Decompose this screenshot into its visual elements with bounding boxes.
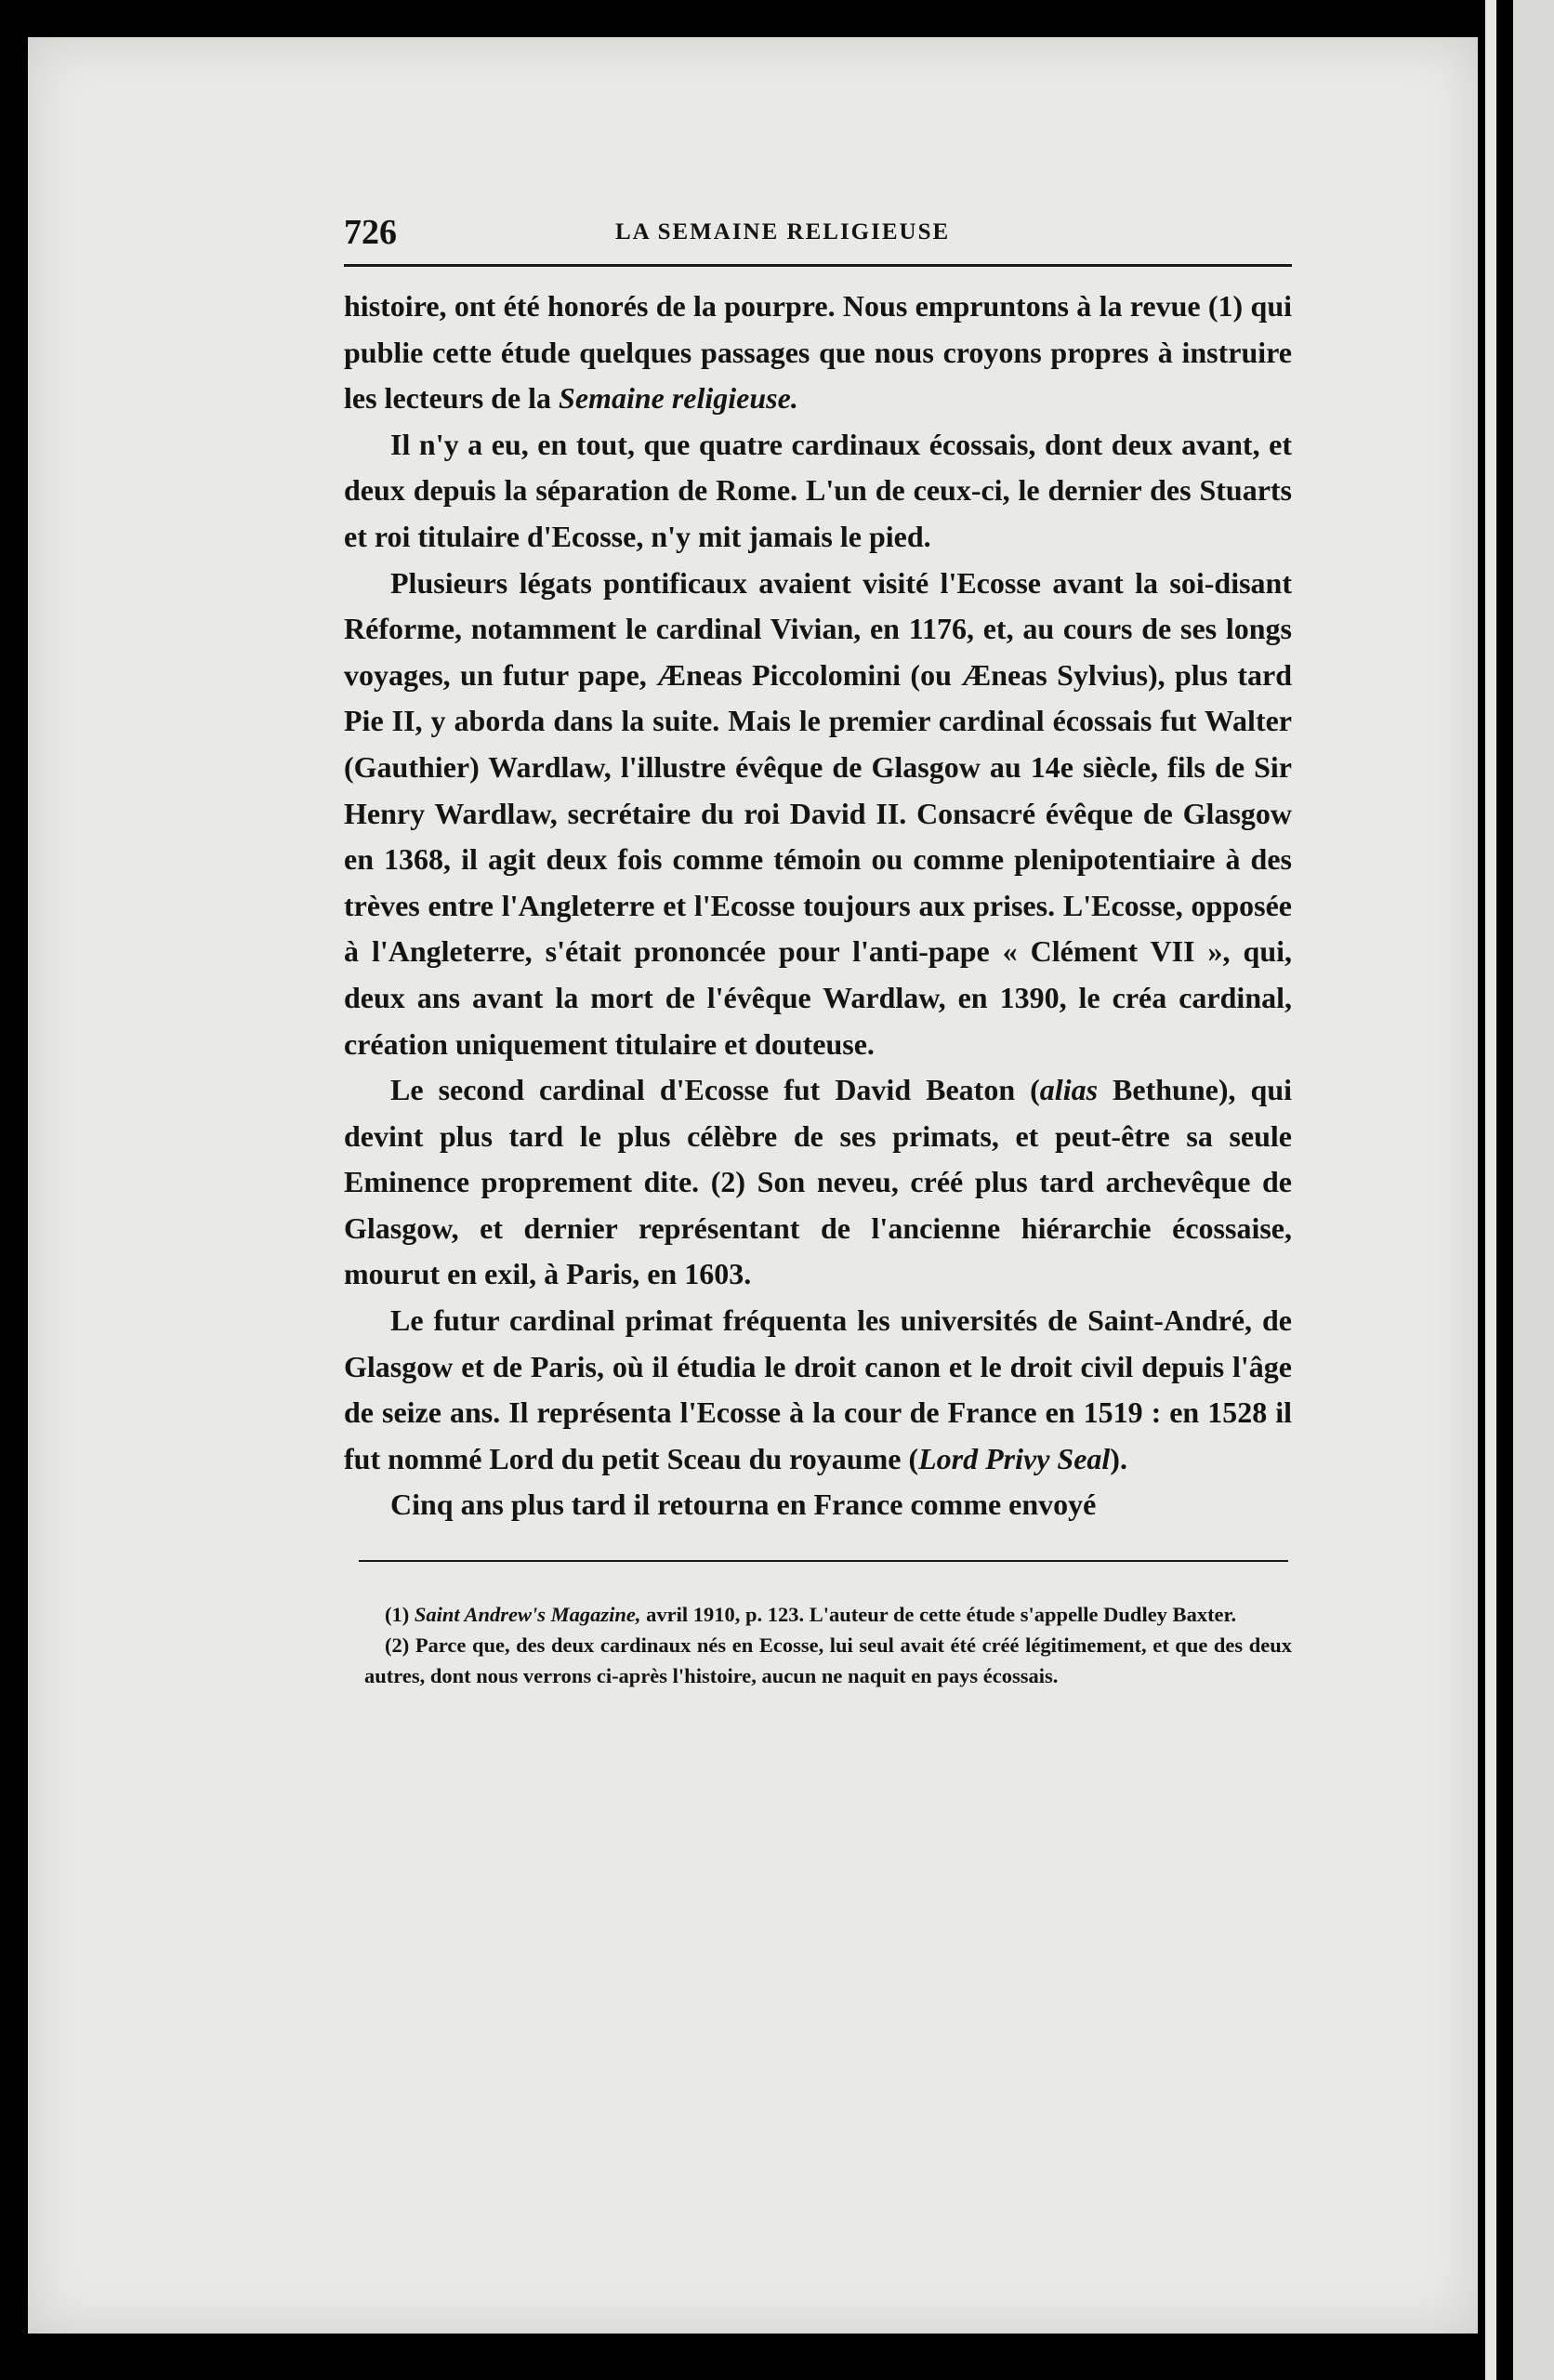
text-run: (2) Parce que, des deux cardinaux nés en Ecosse, lui seul avait été créé légitimement, et que des deux autres, dont nous verrons ci-après l'histoire, aucun ne naquit en pays écossais. — [364, 1633, 1292, 1688]
body-paragraph — [344, 1482, 1292, 1528]
journal-title: LA SEMAINE RELIGIEUSE — [615, 219, 951, 245]
adjacent-page-edge — [1485, 0, 1496, 2380]
running-head — [344, 212, 1292, 260]
body-paragraph — [344, 1298, 1292, 1482]
footnote — [364, 1599, 1292, 1630]
text-run: Le second cardinal d'Ecosse fut David Beaton ( — [390, 1073, 1040, 1107]
body-paragraph — [344, 561, 1292, 1068]
body-paragraph — [344, 284, 1292, 422]
header-rule — [344, 264, 1292, 267]
text-run: ). — [1110, 1441, 1127, 1475]
adjacent-page-strip — [1513, 0, 1554, 2380]
text-run: histoire, ont été honorés de la pourpre. Nous empruntons à la revue (1) qui publie cette étude quelques passages que nous croyons propres à instruire les lecteurs de la — [344, 289, 1292, 416]
italic-text: Lord Privy Seal — [918, 1441, 1111, 1475]
page-number: 726 — [344, 213, 397, 252]
body-paragraph — [344, 422, 1292, 561]
footnote-rule — [359, 1560, 1288, 1562]
body-text — [344, 284, 1292, 1528]
text-run: Le futur cardinal primat fréquenta les universités de Saint-André, de Glasgow et de Paris, où il étudia le droit canon et le droit civil depuis l'âge de seize ans. Il représenta l'Ecosse à la cour de France en 1519 : en 1528 il fut nommé Lord du petit Sceau du royaume ( — [344, 1303, 1292, 1475]
footnote — [364, 1630, 1292, 1691]
text-run: avril 1910, p. 123. L'auteur de cette étude s'appelle Dudley Baxter. — [640, 1603, 1237, 1627]
text-run: Bethune), qui devint plus tard le plus célèbre de ses primats, et peut-être sa seule Eminence proprement dite. (2) Son neveu, créé plus tard archevêque de Glasgow, et dernier représentant de l'ancienne hiérarchie écossaise, mourut en exil, à Paris, en 1603. — [344, 1073, 1292, 1291]
text-run: Plusieurs légats pontificaux avaient visité l'Ecosse avant la soi-disant Réforme, notamment le cardinal Vivian, en 1176, et, au cours de ses longs voyages, un futur pape, Æneas Piccolomini (ou Æneas Sylvius), plus tard Pie II, y aborda dans la suite. Mais le premier cardinal écossais fut Walter (Gauthier) Wardlaw, l'illustre évêque de Glasgow au 14e siècle, fils de Sir Henry Wardlaw, secrétaire du roi David II. Consacré évêque de Glasgow en 1368, il agit deux fois comme témoin ou comme plenipotentiaire à des trèves entre l'Angleterre et l'Ecosse toujours aux prises. L'Ecosse, opposée à l'Angleterre, s'était prononcée pour l'anti-pape « Clément VII », qui, deux ans avant la mort de l'évêque Wardlaw, en 1390, le créa cardinal, création uniquement titulaire et douteuse. — [344, 565, 1292, 1061]
italic-text: Semaine religieuse. — [559, 381, 798, 416]
italic-text: alias — [1039, 1073, 1099, 1107]
text-run: Cinq ans plus tard il retourna en France comme envoyé — [390, 1488, 1097, 1522]
footnotes — [344, 1599, 1292, 1691]
page-content — [344, 212, 1292, 1691]
text-run: Il n'y a eu, en tout, que quatre cardinaux écossais, dont deux avant, et deux depuis la séparation de Rome. L'un de ceux-ci, le dernier des Stuarts et roi titulaire d'Ecosse, n'y mit jamais le pied. — [344, 427, 1292, 553]
body-paragraph — [344, 1067, 1292, 1298]
text-run: (1) — [385, 1603, 415, 1627]
italic-text: Saint Andrew's Magazine, — [414, 1603, 641, 1627]
